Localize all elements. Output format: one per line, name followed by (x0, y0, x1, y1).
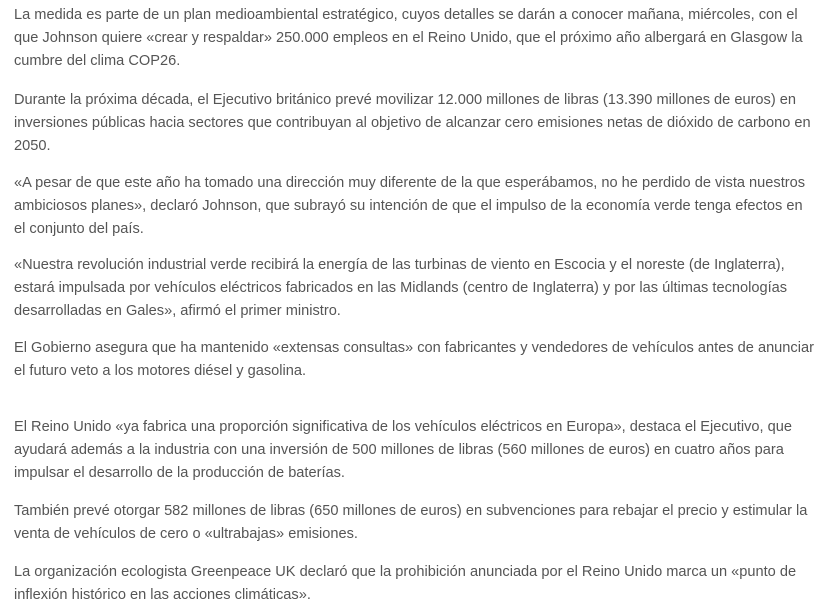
paragraph-subvenciones: También prevé otorgar 582 millones de libras (650 millones de euros) en subvenciones para rebajar el precio y estimular la venta de vehículos de cero o «ultrabajas» emisiones. (14, 503, 808, 542)
paragraph-vehiculos-electricos: El Reino Unido «ya fabrica una proporción significativa de los vehículos eléctricos en Europa», destaca el Ejecutivo, que ayudará además a la industria con una inversión de 500 millones de libras (560 millones de euros) en cuatro años para impulsar el desarrollo de la producción de baterías. (14, 419, 792, 481)
paragraph-consultas-fabricantes: El Gobierno asegura que ha mantenido «extensas consultas» con fabricantes y vendedores de vehículos antes de anunciar el futuro veto a los motores diésel y gasolina. (14, 340, 814, 379)
paragraph-inversiones-publicas: Durante la próxima década, el Ejecutivo británico prevé movilizar 12.000 millones de libras (13.390 millones de euros) en inversiones públicas hacia sectores que contribuyan al objetivo de alcanzar cero emisiones netas de dióxido de carbono en 2050. (14, 92, 811, 154)
paragraph-revolucion-industrial: «Nuestra revolución industrial verde recibirá la energía de las turbinas de viento en Escocia y el noreste (de Inglaterra), estará impulsada por vehículos eléctricos fabricados en las Midlands (centro de Inglaterra) y por las últimas tecnologías desarrolladas en Gales», afirmó el primer ministro. (14, 257, 788, 319)
paragraph-plan-medioambiental: La medida es parte de un plan medioambiental estratégico, cuyos detalles se darán a conocer mañana, miércoles, con el que Johnson quiere «crear y respaldar» 250.000 empleos en el Reino Unido, que el próximo año albergará en Glasgow la cumbre del clima COP26. (14, 7, 803, 69)
paragraph-cita-johnson: «A pesar de que este año ha tomado una dirección muy diferente de la que esperábamos, no he perdido de vista nuestros ambiciosos planes», declaró Johnson, que subrayó su intención de que el impulso de la economía verde tenga efectos en el conjunto del país. (14, 175, 806, 237)
paragraph-greenpeace: La organización ecologista Greenpeace UK declaró que la prohibición anunciada por el Reino Unido marca un «punto de inflexión histórico en las acciones climáticas». (14, 564, 797, 603)
